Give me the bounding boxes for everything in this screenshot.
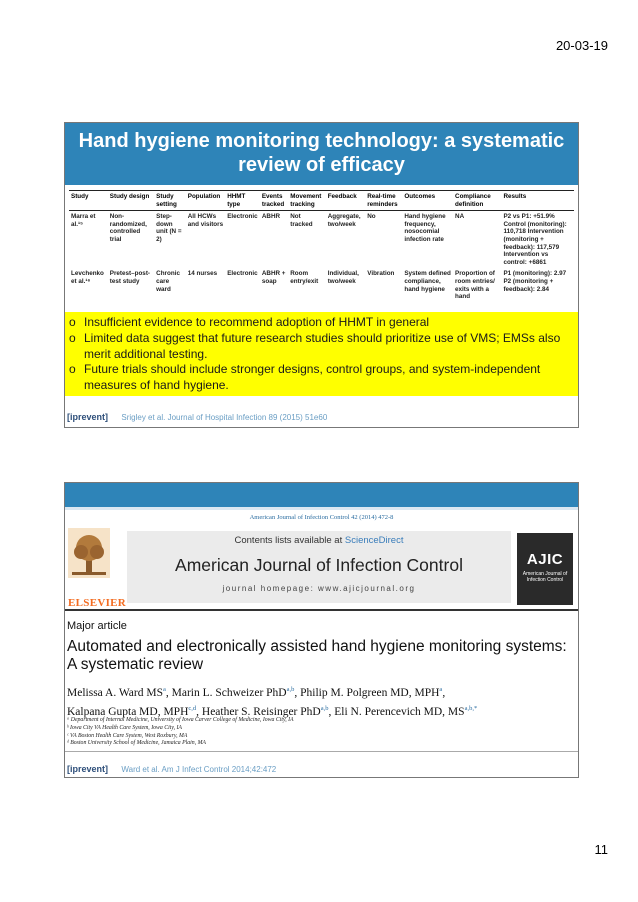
table-header: Population	[186, 191, 225, 211]
table-header: Events tracked	[260, 191, 288, 211]
table-header: Study setting	[154, 191, 186, 211]
slide-1-footer	[67, 407, 327, 425]
header-divider	[65, 507, 578, 510]
table-header: Study design	[108, 191, 154, 211]
table-header: HHMT type	[225, 191, 260, 211]
bullet-text: Future trials should include stronger designs, control groups, and system-independent measures of hand hygiene.	[84, 362, 541, 392]
table-header: Results	[501, 191, 574, 211]
table-cell: Not tracked	[290, 213, 313, 228]
table-cell: Chronic care ward	[156, 270, 180, 293]
author-affiliation-mark: c,d	[188, 704, 197, 712]
table-cell: 14 nurses	[187, 270, 218, 278]
table-cell: NA	[455, 213, 465, 221]
table-header: Study	[69, 191, 108, 211]
journal-homepage: journal homepage: www.ajicjournal.org	[222, 584, 416, 593]
table-cell: Marra et al.¹⁵	[71, 213, 96, 228]
citation: Ward et al. Am J Infect Control 2014;42:472	[121, 765, 277, 774]
table-cell: Electronic	[227, 270, 258, 278]
table-cell: System defined compliance, hand hygiene	[404, 270, 451, 293]
bullet-text: Insufficient evidence to recommend adoption of HHMT in general	[84, 315, 430, 329]
study-table	[69, 190, 574, 303]
ajic-abbrev: AJIC	[526, 551, 564, 568]
date-label: 20-03-19	[555, 38, 608, 53]
table-cell: P2 vs P1: +51.9% Control (monitoring): 110,718 Intervention (monitoring + feedback): 117,579 Intervention vs control: +6861	[503, 213, 567, 266]
table-cell: Proportion of room entries/ exits with a hand	[455, 270, 495, 301]
bullet-item	[69, 331, 574, 362]
highlight-box	[65, 312, 578, 396]
author-affiliation-mark: a,b,*	[464, 704, 478, 712]
footer-divider	[65, 751, 578, 752]
affiliation-line: ᵃ Department of Internal Medicine, University of Iowa Carver College of Medicine, Iowa City, IA	[67, 717, 294, 723]
author-affiliation-mark: a	[439, 686, 443, 693]
author-affiliation-mark: a	[162, 686, 166, 693]
table-cell: Vibration	[367, 270, 395, 278]
iprevent-logo: [iprevent]	[67, 764, 109, 774]
iprevent-logo: [iprevent]	[67, 412, 109, 422]
author-name: Heather S. Reisinger PhD	[201, 705, 321, 718]
affiliation-line: ᵈ Boston University School of Medicine, Jamaica Plain, MA	[67, 740, 206, 747]
table-cell: Levchenko et al.¹⁶	[71, 270, 104, 285]
citation: Srigley et al. Journal of Hospital Infection 89 (2015) 51e60	[121, 413, 328, 422]
journal-title: American Journal of Infection Control	[175, 555, 463, 575]
table-cell: Electronic	[227, 213, 258, 221]
author-affiliation-mark: a,b	[320, 704, 329, 712]
author-affiliation-mark: a,b	[286, 686, 295, 693]
table-cell: Hand hygiene frequency, nosocomial infection rate	[404, 213, 446, 243]
table-cell: All HCWs and visitors	[187, 213, 224, 228]
affiliation-line: ᶜ VA Boston Health Care System, West Roxbury, MA	[67, 732, 188, 739]
table-header: Movement tracking	[288, 191, 325, 211]
slide-1-title: Hand hygiene monitoring technology: a systematic review of efficacy	[65, 123, 578, 185]
slide-1	[64, 122, 579, 428]
journal-reference: American Journal of Infection Control 42 (2014) 472-8	[249, 514, 394, 521]
table-cell: P1 (monitoring): 2.97 P2 (monitoring + feedback): 2.84	[503, 270, 567, 293]
bullet-item	[69, 315, 574, 331]
article-title: Automated and electronically assisted hand hygiene monitoring systems: A systematic review	[67, 638, 567, 673]
bullet-marker: o	[69, 362, 76, 376]
author-name: Melissa A. Ward MS	[67, 686, 163, 699]
affiliation-line: ᵇ Iowa City VA Health Care System, Iowa City, IA	[67, 724, 182, 731]
table-header: Compliance definition	[453, 191, 501, 211]
ajic-name: American Journal of Infection Control	[522, 571, 568, 583]
divider	[65, 609, 578, 611]
table-cell: Pretest–post-test study	[109, 270, 151, 285]
table-cell: Aggregate, two/week	[327, 213, 361, 228]
author-name: Philip M. Polgreen MD, MPH	[300, 686, 440, 699]
author-list: Melissa A. Ward $MS^a$, Marin L. Schweizer PhD$^{a,b}$, Philip M. Polgreen MD, MPH$^a$, Kalpana Gupta MD, MPH$^{c,d}$, Heather S. Reisinger PhD$^{a,b}$, Eli N. Perencevich MD, $MS^{a,b,*}$	[67, 686, 478, 718]
contents-prefix: Contents lists available at	[234, 535, 343, 546]
table-cell: ABHR	[261, 213, 281, 221]
table-cell: Individual, two/week	[327, 270, 359, 285]
table-cell: Step-down unit (N = 2)	[156, 213, 182, 243]
table-header: Feedback	[326, 191, 366, 211]
table-cell: Room entry/exit	[290, 270, 319, 285]
ajic-cover	[517, 533, 573, 605]
table-row	[69, 268, 574, 302]
slide-2-footer	[67, 759, 276, 777]
page-number: 11	[594, 842, 608, 857]
table-header: Outcomes	[402, 191, 453, 211]
contents-line	[127, 535, 511, 546]
author-name: Marin L. Schweizer PhD	[171, 686, 287, 699]
bullet-text: Limited data suggest that future research studies should prioritize use of VMS; EMSs also merit additional testing.	[84, 331, 561, 361]
affiliations	[67, 717, 572, 748]
table-cell: No	[367, 213, 376, 221]
table-header-row	[69, 191, 574, 211]
bullet-marker: o	[69, 331, 76, 345]
author-name: Kalpana Gupta MD, MPH	[67, 705, 189, 718]
author-name: Eli N. Perencevich MD, MS	[334, 705, 465, 718]
table-row	[69, 211, 574, 269]
slide-2-header-band	[65, 483, 578, 507]
table-cell: ABHR + soap	[261, 270, 286, 285]
elsevier-tree-icon	[68, 528, 110, 578]
sciencedirect-link[interactable]: ScienceDirect	[344, 535, 404, 546]
article-type: Major article	[67, 620, 127, 632]
slide-2	[64, 482, 579, 778]
table-header: Real-time reminders	[365, 191, 402, 211]
elsevier-logo: ELSEVIER	[68, 597, 127, 609]
bullet-marker: o	[69, 315, 76, 329]
table-cell: Non-randomized, controlled trial	[109, 213, 147, 243]
bullet-item	[69, 362, 574, 393]
